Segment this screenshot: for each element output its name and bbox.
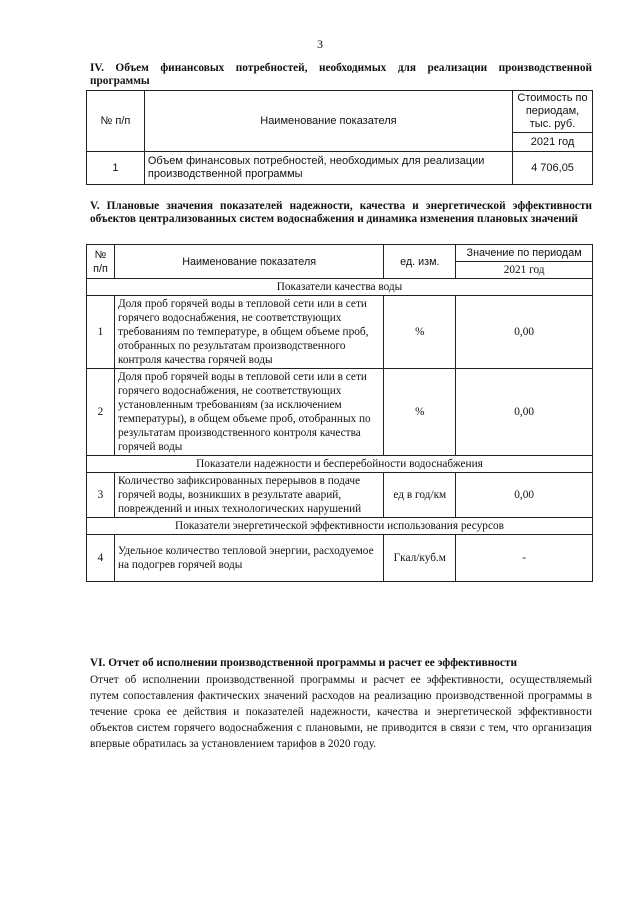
row-name: Доля проб горячей воды в тепловой сети или в сети горячего водоснабжения, не соответствующих установленным требованиям (за исключением температуры), в общем объеме проб, отобранных по результатам производственного контроля качества горячей воды (114, 369, 383, 456)
col-unit-header: ед. изм. (384, 245, 456, 279)
group-row (87, 456, 593, 473)
row-value: 0,00 (456, 296, 593, 369)
table-header-row (87, 91, 593, 133)
section-6-body: Отчет об исполнении производственной программы и расчет ее эффективности, осуществляемый путем сопоставления фактических значений расходов на реализацию производственной программы в течение срока ее действия и показателей надежности, качества и энергетической эффективности объектов систем горячего водоснабжения с плановыми, не приводится в связи с тем, что организация впервые обратилась за установлением тарифов в 2020 году. (90, 674, 592, 750)
section-6-heading: VI. Отчет об исполнении производственной программы и расчет ее эффективности (90, 657, 517, 669)
row-value: 0,00 (456, 369, 593, 456)
table-row (87, 535, 593, 582)
group-reliability: Показатели надежности и бесперебойности водоснабжения (87, 456, 593, 473)
page-number: 3 (317, 37, 323, 51)
col-cost-header: Стоимость по периодам, тыс. руб. (513, 91, 593, 133)
row-unit: Гкал/куб.м (384, 535, 456, 582)
col-name-header: Наименование показателя (114, 245, 383, 279)
financial-needs-table (86, 90, 593, 185)
row-value: - (456, 535, 593, 582)
indicators-table (86, 244, 593, 582)
row-num: 2 (87, 369, 115, 456)
row-num: 3 (87, 473, 115, 518)
row-unit: % (384, 369, 456, 456)
row-num: 1 (87, 152, 145, 185)
col-num-header: № п/п (87, 245, 115, 279)
group-energy: Показатели энергетической эффективности использования ресурсов (87, 518, 593, 535)
section-4-heading: IV. Объем финансовых потребностей, необходимых для реализации производственной программы (90, 62, 592, 87)
group-row (87, 279, 593, 296)
row-value: 4 706,05 (513, 152, 593, 185)
row-name: Количество зафиксированных перерывов в подаче горячей воды, возникших в результате аварий, повреждений и иных технологических нарушений (114, 473, 383, 518)
row-unit: % (384, 296, 456, 369)
col-num-header: № п/п (87, 91, 145, 152)
table-row (87, 296, 593, 369)
section-5-heading: V. Плановые значения показателей надежности, качества и энергетической эффективности объектов централизованных систем водоснабжения и динамика изменения плановых значений (90, 200, 592, 225)
col-year-header: 2021 год (513, 133, 593, 152)
col-value-header: Значение по периодам (456, 245, 593, 262)
row-num: 1 (87, 296, 115, 369)
row-unit: ед в год/км (384, 473, 456, 518)
table-header-row (87, 245, 593, 262)
table-row (87, 152, 593, 185)
row-name: Удельное количество тепловой энергии, расходуемое на подогрев горячей воды (114, 535, 383, 582)
row-num: 4 (87, 535, 115, 582)
group-quality: Показатели качества воды (87, 279, 593, 296)
group-row (87, 518, 593, 535)
table-row (87, 473, 593, 518)
row-name: Объем финансовых потребностей, необходимых для реализации производственной программы (144, 152, 512, 185)
col-name-header: Наименование показателя (144, 91, 512, 152)
table-row (87, 369, 593, 456)
row-name: Доля проб горячей воды в тепловой сети или в сети горячего водоснабжения, не соответствующих требованиям по температуре, в общем объеме проб, отобранных по результатам производственного контроля качества горячей воды (114, 296, 383, 369)
row-value: 0,00 (456, 473, 593, 518)
col-year-header: 2021 год (456, 262, 593, 279)
